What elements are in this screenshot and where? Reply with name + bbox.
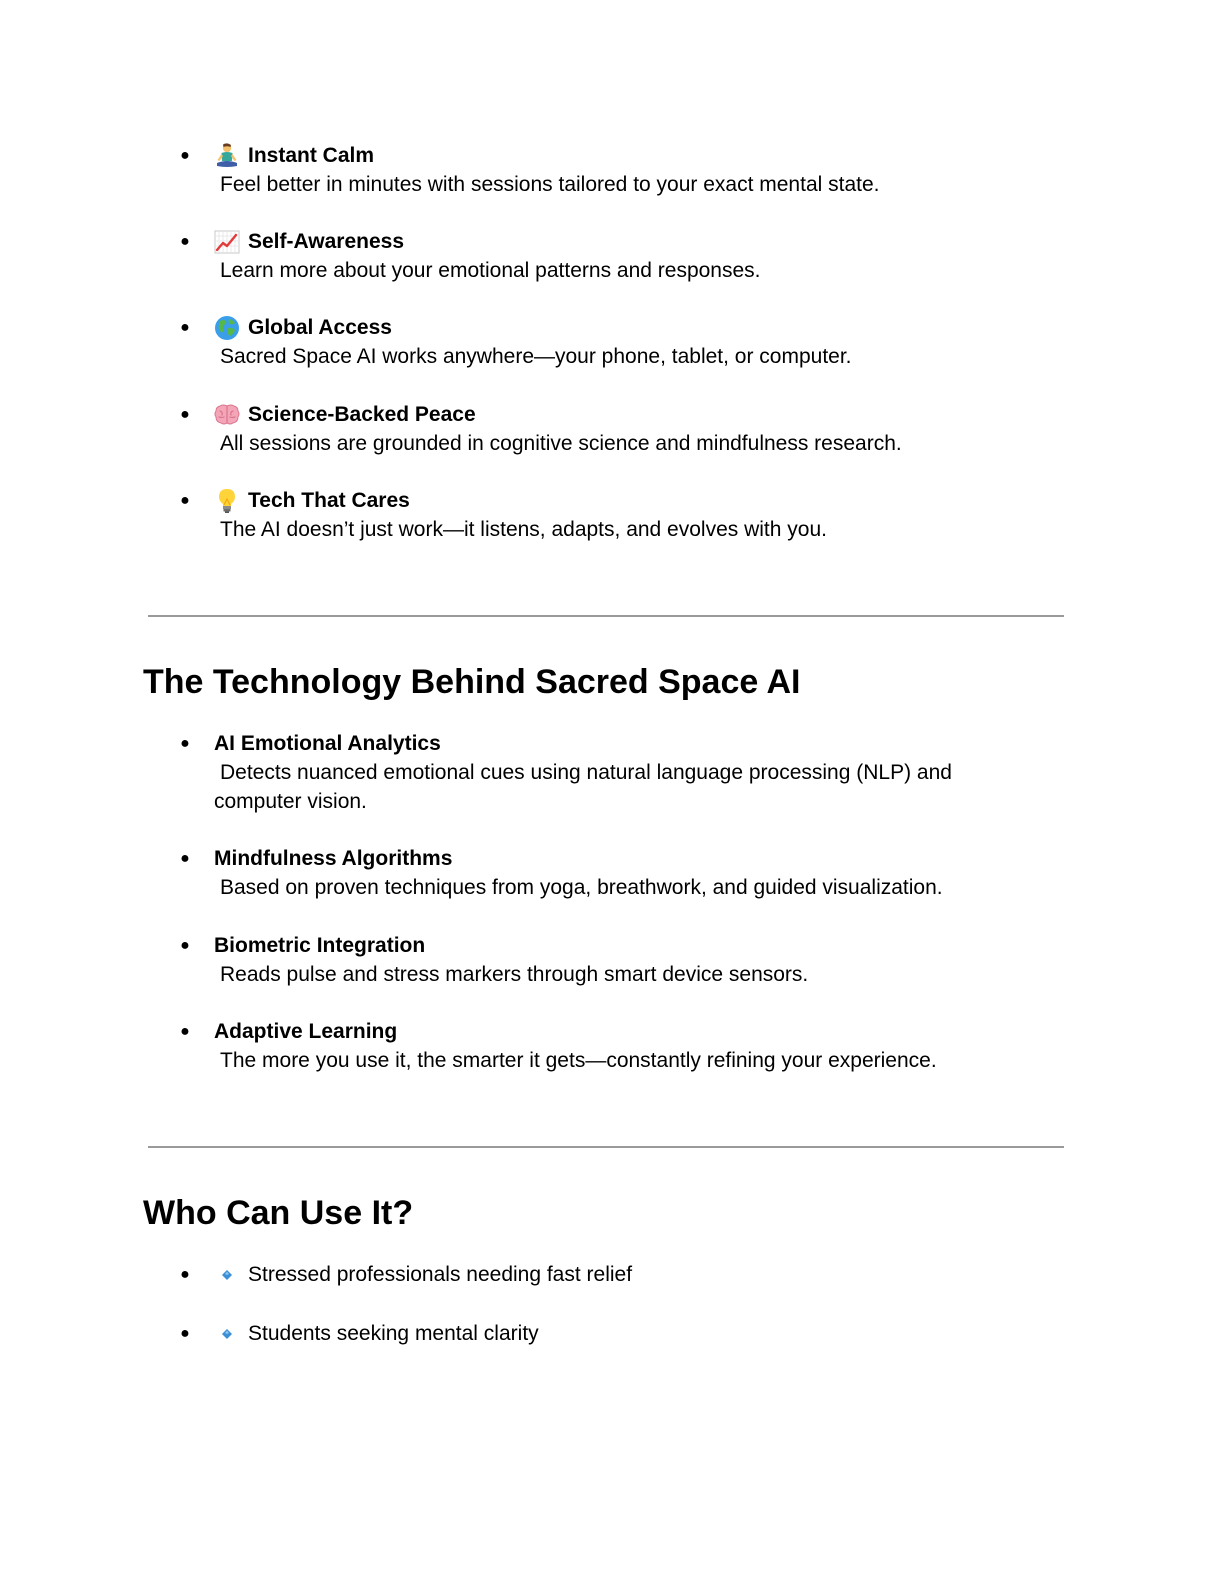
globe-icon — [213, 313, 241, 342]
bullet: ● — [180, 1266, 190, 1283]
bullet: ● — [180, 233, 190, 250]
technology-title: Biometric Integration — [214, 934, 426, 957]
light-bulb-icon — [213, 486, 241, 515]
audience-heading: Who Can Use It? — [143, 1194, 414, 1232]
benefit-description: Feel better in minutes with sessions tailored to your exact mental state. — [220, 173, 880, 196]
bullet: ● — [180, 850, 190, 867]
audience-text: Students seeking mental clarity — [248, 1322, 539, 1345]
brain-icon — [213, 400, 241, 429]
person-meditating-icon — [213, 141, 241, 170]
benefit-title: Global Access — [248, 316, 392, 339]
benefit-title: Science-Backed Peace — [248, 403, 476, 426]
benefit-title: Instant Calm — [248, 144, 375, 167]
technology-heading: The Technology Behind Sacred Space AI — [143, 663, 801, 701]
horizontal-rule — [148, 1146, 1064, 1148]
small-blue-diamond-icon — [213, 1319, 241, 1348]
benefit-description: The AI doesn’t just work—it listens, adapts, and evolves with you. — [220, 518, 827, 541]
bullet: ● — [180, 735, 190, 752]
bullet: ● — [180, 319, 190, 336]
chart-increasing-icon — [213, 227, 241, 256]
technology-description: Detects nuanced emotional cues using natural language processing (NLP) and computer vision. — [214, 761, 952, 813]
small-blue-diamond-icon — [213, 1260, 241, 1289]
bullet: ● — [180, 147, 190, 164]
benefit-description: Sacred Space AI works anywhere—your phone, tablet, or computer. — [220, 345, 852, 368]
bullet: ● — [180, 1325, 190, 1342]
bullet: ● — [180, 1023, 190, 1040]
audience-text: Stressed professionals needing fast relief — [248, 1263, 633, 1286]
technology-title: Adaptive Learning — [214, 1020, 398, 1043]
bullet: ● — [180, 937, 190, 954]
technology-description: Based on proven techniques from yoga, breathwork, and guided visualization. — [220, 876, 943, 899]
benefit-description: Learn more about your emotional patterns and responses. — [220, 259, 761, 282]
technology-description: Reads pulse and stress markers through smart device sensors. — [220, 963, 809, 986]
benefit-title: Tech That Cares — [248, 489, 410, 512]
benefit-description: All sessions are grounded in cognitive science and mindfulness research. — [220, 432, 902, 455]
benefit-title: Self-Awareness — [248, 230, 405, 253]
horizontal-rule — [148, 615, 1064, 617]
technology-description: The more you use it, the smarter it gets—constantly refining your experience. — [220, 1049, 937, 1072]
bullet: ● — [180, 406, 190, 423]
technology-title: Mindfulness Algorithms — [214, 847, 453, 870]
technology-title: AI Emotional Analytics — [214, 732, 441, 755]
bullet: ● — [180, 492, 190, 509]
